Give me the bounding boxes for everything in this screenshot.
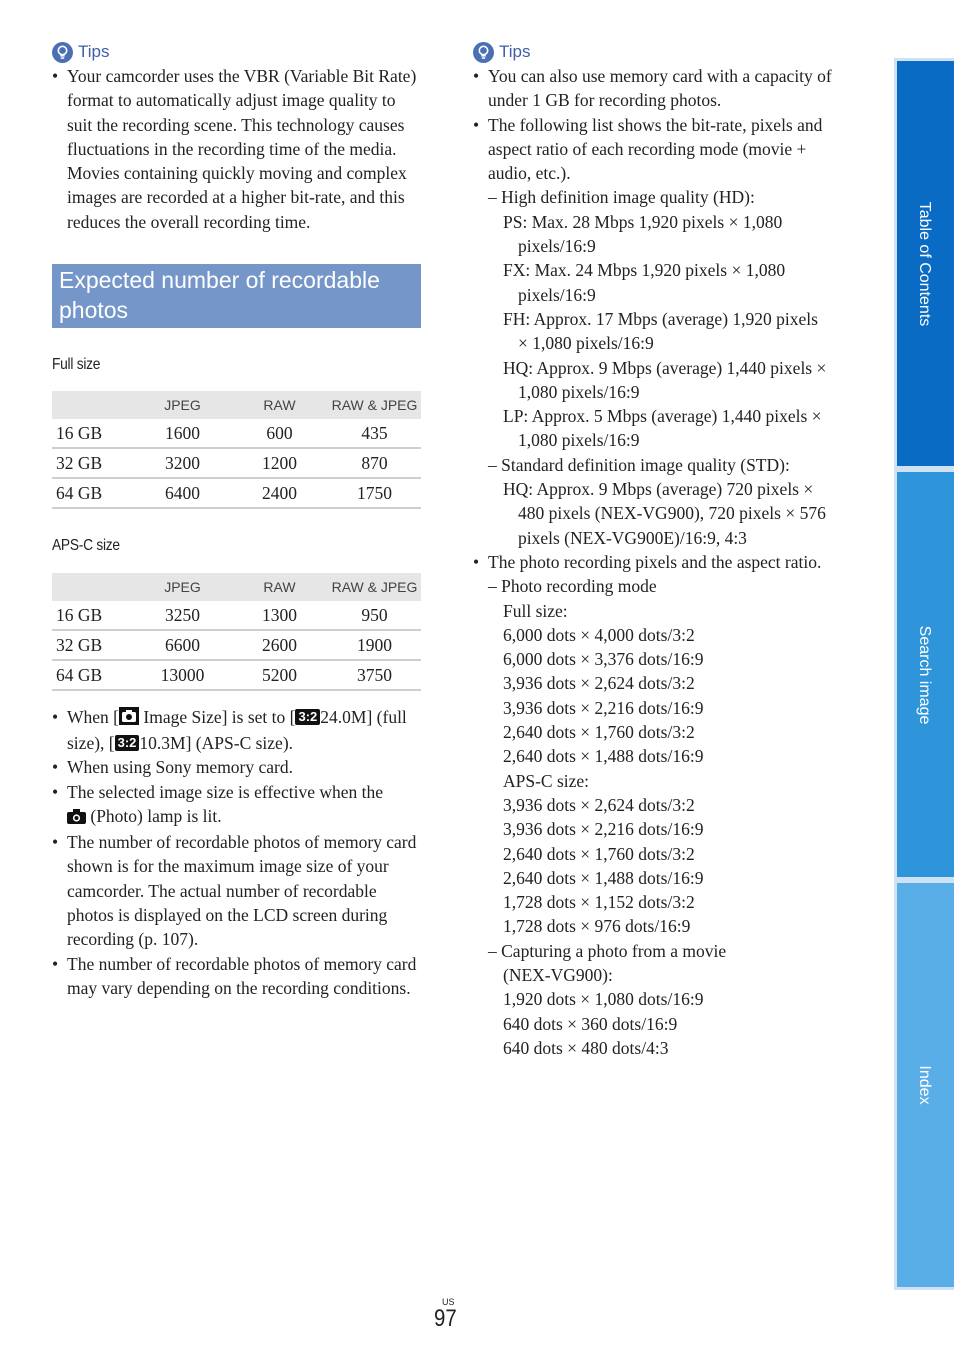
- page-region: US: [442, 1297, 455, 1307]
- table-header-cell: [52, 573, 134, 601]
- table-cell: 64 GB: [52, 478, 134, 508]
- table-header-cell: RAW & JPEG: [328, 573, 421, 601]
- tip-item: • You can also use memory card with a capacity of under 1 GB for recording photos.: [473, 64, 853, 113]
- apsc-size-table: [52, 573, 421, 691]
- table-header-cell: JPEG: [134, 391, 231, 419]
- section-title: Expected number of recordable photos: [52, 264, 421, 328]
- note-item: • When using Sony memory card.: [52, 755, 422, 779]
- tips-heading: [52, 40, 422, 64]
- page-number: [434, 1297, 461, 1331]
- tab-table-of-contents[interactable]: [894, 58, 954, 469]
- list-item: 640 dots × 480 dots/4:3: [503, 1037, 669, 1058]
- list-item: 2,640 dots × 1,488 dots/16:9: [503, 867, 704, 888]
- table-row: [52, 630, 421, 660]
- table-row: [52, 478, 421, 508]
- tab-index[interactable]: [894, 880, 954, 1290]
- hd-mode-fx-cont: pixels/16:9: [518, 284, 596, 305]
- list-item: 3,936 dots × 2,216 dots/16:9: [503, 697, 704, 718]
- tips-heading: [473, 40, 853, 64]
- std-heading: – Standard definition image quality (STD):: [488, 454, 790, 475]
- hd-mode-fx: FX: Max. 24 Mbps 1,920 pixels × 1,080: [503, 260, 786, 281]
- capture-model: (NEX-VG900):: [503, 964, 613, 985]
- apsc-size-title: APS-C size: [52, 537, 120, 555]
- table-cell: 64 GB: [52, 660, 134, 690]
- std-mode-hq-cont: 480 pixels (NEX-VG900), 720 pixels × 576: [518, 503, 826, 524]
- table-header-row: [52, 391, 421, 419]
- table-header-cell: RAW: [231, 391, 328, 419]
- hd-mode-ps-cont: pixels/16:9: [518, 236, 596, 257]
- table-cell: 2600: [231, 630, 328, 660]
- list-item: 1,728 dots × 1,152 dots/3:2: [503, 892, 695, 913]
- hd-mode-lp: LP: Approx. 5 Mbps (average) 1,440 pixels ×: [503, 406, 822, 427]
- page-number-value: 97: [434, 1305, 457, 1332]
- full-size-title: Full size: [52, 356, 101, 374]
- table-cell: 600: [231, 419, 328, 448]
- table-cell: 1900: [328, 630, 421, 660]
- right-column: [473, 40, 853, 1060]
- hd-mode-lp-cont: 1,080 pixels/16:9: [518, 430, 640, 451]
- table-row: [52, 448, 421, 478]
- tips-list: [473, 64, 853, 1060]
- table-cell: 1200: [231, 448, 328, 478]
- table-cell: 870: [328, 448, 421, 478]
- list-item: 6,000 dots × 4,000 dots/3:2: [503, 624, 695, 645]
- sidebar-nav: [894, 58, 954, 1290]
- hd-mode-ps: PS: Max. 28 Mbps 1,920 pixels × 1,080: [503, 211, 783, 232]
- hd-mode-hq-cont: 1,080 pixels/16:9: [518, 381, 640, 402]
- tips-list: [52, 64, 422, 234]
- table-cell: 3200: [134, 448, 231, 478]
- lightbulb-icon: [52, 42, 73, 63]
- table-cell: 32 GB: [52, 448, 134, 478]
- note-item: • The number of recordable photos of memory card shown is for the maximum image size of your camcorder. The actual number of recordable photos is displayed on the LCD screen during recording (p. 107).: [52, 830, 422, 951]
- table-cell: 1300: [231, 601, 328, 630]
- table-cell: 32 GB: [52, 630, 134, 660]
- list-item: 3,936 dots × 2,216 dots/16:9: [503, 819, 704, 840]
- apsc-size-label: APS-C size:: [503, 770, 590, 791]
- table-cell: 16 GB: [52, 419, 134, 448]
- full-size-table: [52, 391, 421, 509]
- tip-item: • Your camcorder uses the VBR (Variable Bit Rate) format to automatically adjust image quality to suit the recording scene. This technology causes fluctuations in the recording time of the media. Movies containing quickly moving and complex images are recorded at a higher bit-rate, and this reduces the overall recording time.: [52, 64, 422, 234]
- std-mode-hq-cont: pixels (NEX-VG900E)/16:9, 4:3: [518, 527, 747, 548]
- table-cell: 950: [328, 601, 421, 630]
- hd-mode-hq: HQ: Approx. 9 Mbps (average) 1,440 pixels ×: [503, 357, 827, 378]
- camera-icon: [119, 707, 139, 731]
- table-cell: 6600: [134, 630, 231, 660]
- tab-search-image[interactable]: [894, 469, 954, 880]
- tab-label: Table of Contents: [916, 201, 934, 326]
- tips-label: Tips: [499, 41, 531, 61]
- table-header-cell: RAW: [231, 573, 328, 601]
- tip-item: • The photo recording pixels and the aspect ratio. – Photo recording mode Full size: 6,000 dots × 4,000 dots/3:2 6,000 dots × 3,376 dots/16:9 3,936 dots × 2,624 dots/3:2 3,936 dots × 2,216 dots/16:9 2,640 dots × 1,760 dots/3:2 2,640 dots × 1,488 dots/16:9 APS-C size: 3,936 dots × 2,624 dots/3:2 3,936 dots × 2,216 dots/16:9 2,640 dots × 1,760 dots/3:2 2,640 dots × 1,488 dots/16:9 1,728 dots × 1,152 dots/3:2 1,728 dots × 976 dots/16:9 – Capturing a photo from a movie (NEX-VG900): 1,920 dots × 1,080 dots/16:9 640 dots × 360 dots/16:9 640 dots × 480 dots/4:3: [473, 550, 853, 1060]
- table-row: [52, 419, 421, 448]
- table-cell: 3750: [328, 660, 421, 690]
- notes-list: [52, 705, 422, 1001]
- tip-item: • The following list shows the bit-rate, pixels and aspect ratio of each recording mode (movie + audio, etc.). – High definition image quality (HD): PS: Max. 28 Mbps 1,920 pixels × 1,080 pixels/16:9 FX: Max. 24 Mbps 1,920 pixels × 1,080 pixels/16:9 FH: Approx. 17 Mbps (average) 1,920 pixels × 1,080 pixels/16:9 HQ: Approx. 9 Mbps (average) 1,440 pixels × 1,080 pixels/16:9 LP: Approx. 5 Mbps (average) 1,440 pixels × 1,080 pixels/16:9 – Standard definition image quality (STD): HQ: Approx. 9 Mbps (average) 720 pixels × 480 pixels (NEX-VG900), 720 pixels × 576 pixels (NEX-VG900E)/16:9, 4:3: [473, 113, 853, 550]
- table-cell: 16 GB: [52, 601, 134, 630]
- table-header-cell: [52, 391, 134, 419]
- aspect-ratio-badge: 3:2: [115, 735, 140, 751]
- hd-mode-fh: FH: Approx. 17 Mbps (average) 1,920 pixels: [503, 308, 818, 329]
- note-photo-lamp: • The selected image size is effective when the (Photo) lamp is lit.: [52, 780, 422, 831]
- list-item: 2,640 dots × 1,488 dots/16:9: [503, 746, 704, 767]
- photo-mode-heading: – Photo recording mode: [488, 576, 657, 597]
- hd-heading: – High definition image quality (HD):: [488, 187, 755, 208]
- table-header-cell: JPEG: [134, 573, 231, 601]
- list-item: 3,936 dots × 2,624 dots/3:2: [503, 673, 695, 694]
- list-item: 2,640 dots × 1,760 dots/3:2: [503, 722, 695, 743]
- list-item: 2,640 dots × 1,760 dots/3:2: [503, 843, 695, 864]
- table-cell: 13000: [134, 660, 231, 690]
- list-item: 3,936 dots × 2,624 dots/3:2: [503, 794, 695, 815]
- table-cell: 6400: [134, 478, 231, 508]
- table-header-row: [52, 573, 421, 601]
- list-item: 640 dots × 360 dots/16:9: [503, 1013, 678, 1034]
- hd-mode-fh-cont: × 1,080 pixels/16:9: [518, 333, 654, 354]
- std-mode-hq: HQ: Approx. 9 Mbps (average) 720 pixels ×: [503, 479, 814, 500]
- tab-label: Index: [916, 1065, 934, 1105]
- lightbulb-icon: [473, 42, 494, 63]
- table-cell: 435: [328, 419, 421, 448]
- table-row: [52, 660, 421, 690]
- table-cell: 1750: [328, 478, 421, 508]
- list-item: 1,728 dots × 976 dots/16:9: [503, 916, 691, 937]
- camera-icon: [67, 806, 86, 830]
- aspect-ratio-badge: 3:2: [295, 709, 320, 725]
- tab-label: Search image: [916, 625, 934, 724]
- table-cell: 5200: [231, 660, 328, 690]
- table-cell: 3250: [134, 601, 231, 630]
- table-header-cell: RAW & JPEG: [328, 391, 421, 419]
- list-item: 1,920 dots × 1,080 dots/16:9: [503, 989, 704, 1010]
- table-cell: 2400: [231, 478, 328, 508]
- table-row: [52, 601, 421, 630]
- note-image-size: • When [ Image Size] is set to [ 3:2 24.0M] (full size), [ 3:2 10.3M] (APS-C size).: [52, 705, 422, 756]
- table-cell: 1600: [134, 419, 231, 448]
- capture-heading: – Capturing a photo from a movie: [488, 940, 727, 961]
- list-item: 6,000 dots × 3,376 dots/16:9: [503, 649, 704, 670]
- tips-label: Tips: [78, 41, 110, 61]
- note-item: • The number of recordable photos of memory card may vary depending on the recording conditions.: [52, 952, 422, 1001]
- left-column: [52, 40, 422, 1000]
- full-size-label: Full size:: [503, 600, 568, 621]
